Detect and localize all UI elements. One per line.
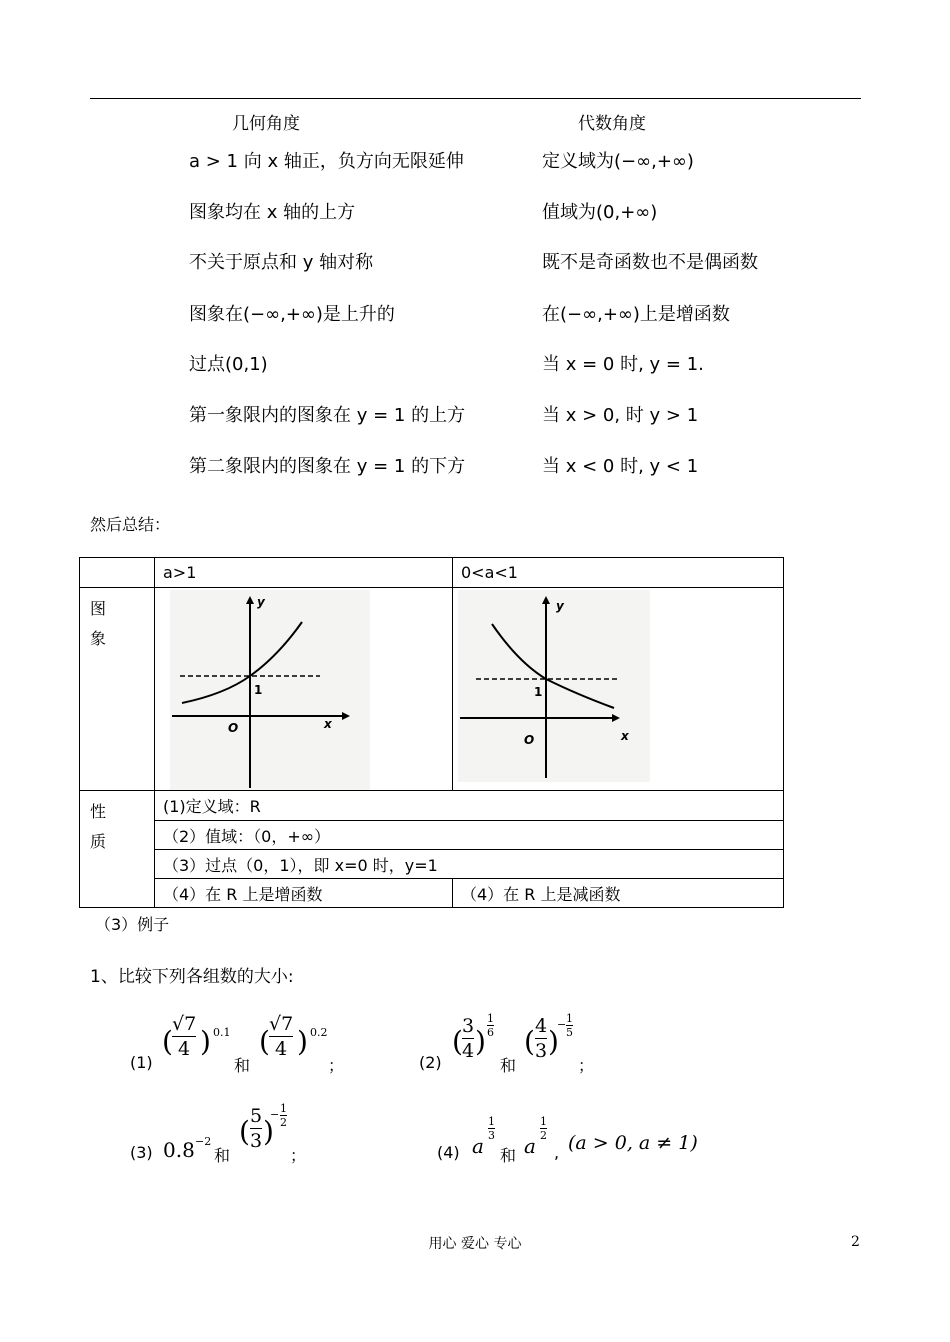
graph-increasing xyxy=(170,590,370,790)
denominator: 3 xyxy=(535,1040,548,1062)
graph-origin-label: O xyxy=(228,721,239,735)
alg-row-1: 定义域为(−∞,+∞) xyxy=(542,151,694,172)
item-4-var-a: a xyxy=(472,1134,484,1158)
alg-row-5: 当 x = 0 时, y = 1. xyxy=(542,354,704,375)
alg-row-4: 在(−∞,+∞)上是增函数 xyxy=(542,304,730,325)
x-arrow-icon xyxy=(612,714,620,722)
item-2-frac-b xyxy=(535,1015,547,1062)
item-1-semi: ； xyxy=(328,1056,345,1075)
item-2-exp-a xyxy=(487,1013,494,1038)
graph-one-label: 1 xyxy=(534,685,543,699)
item-1-frac-b xyxy=(269,1013,293,1060)
denominator: 3 xyxy=(250,1130,263,1152)
exp-num: 1 xyxy=(280,1102,287,1115)
numerator: 4 xyxy=(535,1015,548,1037)
graph-decreasing xyxy=(458,590,650,782)
item-2-label: (2) xyxy=(419,1053,442,1072)
prop-range: （2）值域：（0，+∞） xyxy=(155,821,784,850)
geo-row-2: 图象均在 x 轴的上方 xyxy=(189,202,356,223)
col-header-a-gt-1: a>1 xyxy=(155,558,453,588)
denominator: 4 xyxy=(462,1040,475,1062)
item-2-semi: ； xyxy=(578,1056,595,1075)
geo-row-5: 过点(0,1) xyxy=(189,354,268,375)
exp-den: 6 xyxy=(487,1026,494,1039)
item-2-exp-b xyxy=(566,1013,573,1038)
geo-row-3: 不关于原点和 y 轴对称 xyxy=(189,252,374,273)
item-4-exp-a xyxy=(488,1116,495,1141)
alg-row-3: 既不是奇函数也不是偶函数 xyxy=(542,252,758,273)
exp-num: 1 xyxy=(487,1012,494,1025)
graph-y-label: y xyxy=(257,595,265,609)
graph-decreasing-cell xyxy=(453,588,784,791)
item-4-condition: (a > 0, a ≠ 1) xyxy=(568,1132,698,1154)
item-3-semi: ； xyxy=(290,1146,307,1165)
graph-one-label: 1 xyxy=(254,683,263,697)
geo-row-7: 第二象限内的图象在 y = 1 的下方 xyxy=(189,456,466,477)
alg-row-6: 当 x > 0, 时 y > 1 xyxy=(542,405,699,426)
footer-text: 用心 爱心 专心 xyxy=(428,1236,522,1252)
item-4-label: (4) xyxy=(437,1143,460,1162)
alg-row-7: 当 x < 0 时, y < 1 xyxy=(542,456,699,477)
item-3-frac xyxy=(250,1105,262,1152)
summary-table xyxy=(79,557,784,908)
header-rule xyxy=(90,98,861,99)
graph-x-label: x xyxy=(324,717,332,731)
prop-fixed-point: （3）过点（0，1），即 x=0 时，y=1 xyxy=(155,850,784,879)
geo-row-4: 图象在(−∞,+∞)是上升的 xyxy=(189,304,395,325)
exp-den: 2 xyxy=(280,1116,287,1129)
item-1-frac-a xyxy=(172,1013,196,1060)
prop-domain: (1)定义域：R xyxy=(155,791,784,821)
item-1-conj: 和 xyxy=(234,1056,251,1075)
prop-increasing: （4）在 R 上是增函数 xyxy=(155,879,453,908)
item-1-label: (1) xyxy=(130,1053,153,1072)
item-4-exp-b xyxy=(540,1116,547,1141)
alg-row-2: 值域为(0,+∞) xyxy=(542,202,658,223)
denominator: 4 xyxy=(178,1038,191,1060)
geo-row-1: a > 1 向 x 轴正，负方向无限延伸 xyxy=(189,151,464,172)
denominator: 4 xyxy=(275,1038,288,1060)
graph-origin-label: O xyxy=(524,733,535,747)
row-label-graph: 图 象 xyxy=(80,588,155,791)
geo-header: 几何角度 xyxy=(232,114,300,134)
row-label-props: 性 质 xyxy=(80,791,155,908)
example-heading: （3）例子 xyxy=(95,915,170,934)
item-1-exp-a: 0.1 xyxy=(213,1026,231,1039)
item-2-exp-b-minus: − xyxy=(557,1018,567,1031)
item-3-exp: −2 xyxy=(195,1135,212,1148)
item-4-conj: 和 xyxy=(500,1146,517,1165)
increasing-curve xyxy=(182,622,302,703)
item-3-frac-exp-minus: − xyxy=(270,1108,280,1121)
summary-heading: 然后总结： xyxy=(90,515,171,534)
task-text: 1、比较下列各组数的大小: xyxy=(90,967,294,987)
exp-den: 5 xyxy=(566,1026,573,1039)
exp-den: 3 xyxy=(488,1129,495,1142)
exp-num: 1 xyxy=(488,1115,495,1128)
numerator: √7 xyxy=(172,1013,197,1035)
numerator: 5 xyxy=(250,1105,263,1127)
item-4-comma: , xyxy=(554,1143,560,1162)
item-3-conj: 和 xyxy=(214,1146,231,1165)
y-arrow-icon xyxy=(542,596,550,604)
item-1-exp-b: 0.2 xyxy=(310,1026,328,1039)
y-arrow-icon xyxy=(246,596,254,604)
exp-den: 2 xyxy=(540,1129,547,1142)
graph-y-label: y xyxy=(556,599,564,613)
prop-decreasing: （4）在 R 上是减函数 xyxy=(453,879,784,908)
item-3-label: (3) xyxy=(130,1143,153,1162)
numerator: 3 xyxy=(462,1015,475,1037)
item-2-conj: 和 xyxy=(500,1056,517,1075)
exp-num: 1 xyxy=(540,1115,547,1128)
numerator: √7 xyxy=(269,1013,294,1035)
item-2-frac-a xyxy=(462,1015,474,1062)
page-number: 2 xyxy=(851,1234,860,1250)
x-arrow-icon xyxy=(342,712,350,720)
alg-header: 代数角度 xyxy=(578,114,646,134)
graph-x-label: x xyxy=(621,729,629,743)
item-3-base: 0.8 xyxy=(163,1138,195,1162)
item-3-frac-exp xyxy=(280,1103,287,1128)
graph-increasing-cell xyxy=(155,588,453,791)
exp-num: 1 xyxy=(566,1012,573,1025)
decreasing-curve xyxy=(492,624,614,708)
geo-row-6: 第一象限内的图象在 y = 1 的上方 xyxy=(189,405,466,426)
col-header-a-lt-1: 0<a<1 xyxy=(453,558,784,588)
item-4-var-b: a xyxy=(524,1134,536,1158)
corner-cell xyxy=(80,558,155,588)
